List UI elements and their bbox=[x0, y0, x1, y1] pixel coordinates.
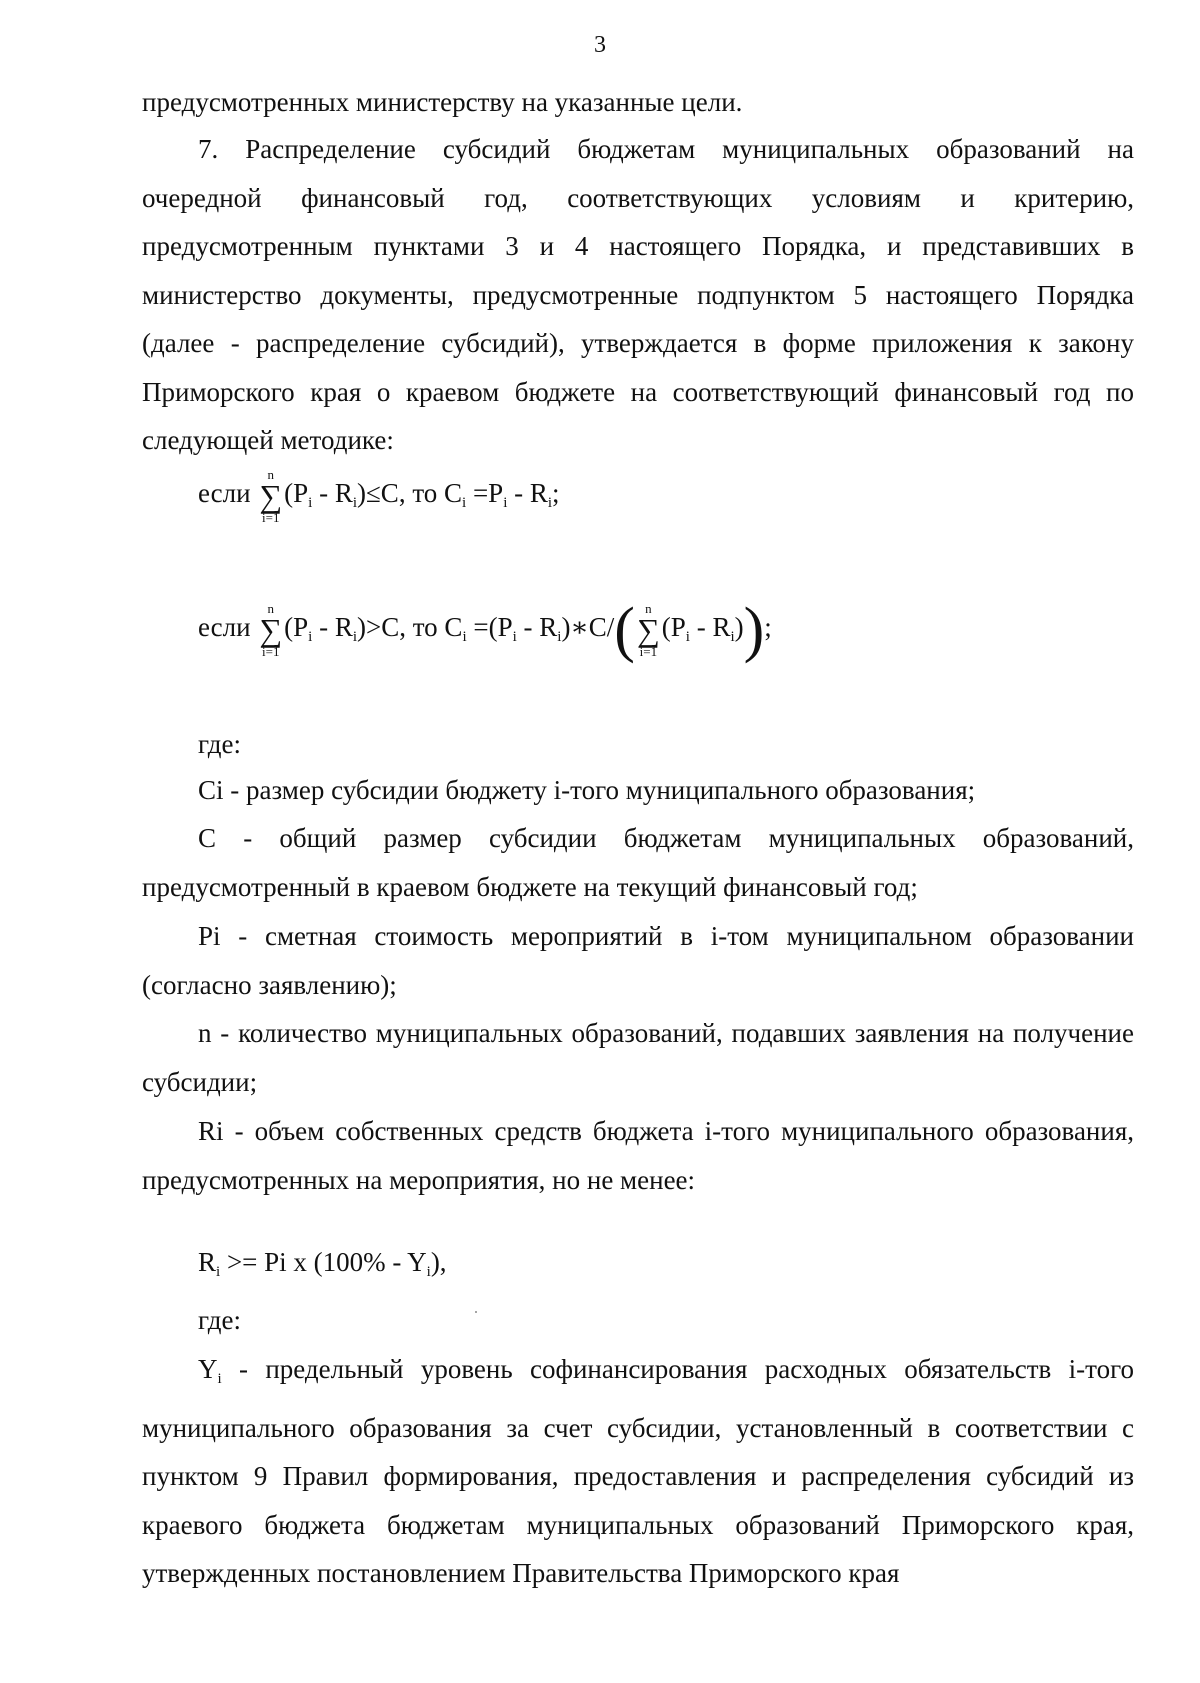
formula-term: ) bbox=[734, 612, 744, 643]
formula-if-word: если bbox=[198, 612, 251, 643]
subscript-i: i bbox=[308, 629, 313, 646]
formula-term: )∗C/ bbox=[561, 612, 615, 643]
formula-if-word: если bbox=[198, 478, 251, 509]
subscript-i: i bbox=[685, 629, 690, 646]
where-label-1: где: bbox=[198, 729, 241, 759]
subscript-i: i bbox=[352, 629, 357, 646]
formula-term: - R bbox=[312, 478, 353, 509]
formula-term: - R bbox=[507, 478, 548, 509]
sum-operator bbox=[259, 468, 282, 524]
scan-speck bbox=[475, 1311, 477, 1313]
subscript-i: i bbox=[462, 629, 467, 646]
sum-lower-limit: i=1 bbox=[262, 510, 280, 525]
definition-ci: Ci - размер субсидии бюджету i-того муниципального образования; bbox=[198, 775, 976, 805]
formula-term: )>C, то C bbox=[357, 612, 463, 643]
formula-term: =P bbox=[466, 478, 504, 509]
subscript-i: i bbox=[462, 495, 467, 512]
sum-lower-limit: i=1 bbox=[639, 644, 658, 659]
sum-operator-inner bbox=[637, 602, 660, 658]
formula-term: )≤C, то C bbox=[357, 478, 463, 509]
paragraph-7: 7. Распределение субсидий бюджетам муниципальных образований на очередной финансовый год, соответствующих условиям и критерию, предусмотренным пунктами 3 и 4 настоящего Порядка, и представивших в министерство документы, предусмотренные подпунктом 5 настоящего Порядка (далее - распределение субсидий), утверждается в форме приложения к закону Приморского края о краевом бюджете на соответствующий финансовый год по следующей методике: bbox=[142, 134, 1134, 455]
subscript-i: i bbox=[730, 629, 735, 646]
subscript-i: i bbox=[547, 495, 553, 512]
formula-term: - R bbox=[312, 612, 353, 643]
subscript-i: i bbox=[352, 495, 357, 512]
big-open-paren: ( bbox=[614, 596, 635, 664]
sigma-symbol: ∑ bbox=[259, 612, 283, 648]
subscript-i: i bbox=[308, 495, 313, 512]
formula-term: ), bbox=[430, 1247, 447, 1277]
formula-ri-minimum bbox=[198, 1245, 447, 1289]
subscript-i: i bbox=[217, 1371, 222, 1387]
definition-yi-text: - предельный уровень софинансирования расходных обязательств i-того муниципального образования за счет субсидии, установленный в соответствии с пунктом 9 Правил формирования, предоставления и распределения субсидий из краевого бюджета бюджетам муниципальных образований Приморского края, утвержденных постановлением Правительства Приморского края bbox=[142, 1354, 1134, 1588]
formula-term: ; bbox=[552, 478, 560, 509]
sum-operator bbox=[259, 602, 282, 658]
subscript-i: i bbox=[512, 629, 517, 646]
formula-term: - R bbox=[689, 612, 731, 643]
subscript-i: i bbox=[503, 495, 508, 512]
formula-term: - R bbox=[516, 612, 558, 643]
formula-term: =(P bbox=[466, 612, 513, 643]
sum-upper-limit: n bbox=[267, 467, 274, 482]
where-label-2: где: bbox=[198, 1305, 241, 1335]
formula-term: ; bbox=[764, 612, 772, 643]
formula-condition-1 bbox=[198, 468, 560, 524]
paragraph-intro: предусмотренных министерству на указанные цели. bbox=[142, 87, 743, 117]
definition-pi: Pi - сметная стоимость мероприятий в i-том муниципальном образовании (согласно заявлению); bbox=[142, 921, 1134, 1000]
sigma-symbol: ∑ bbox=[259, 478, 283, 514]
formula-condition-2 bbox=[198, 596, 772, 664]
subscript-i: i bbox=[557, 629, 562, 646]
definition-ri: Ri - объем собственных средств бюджета i-того муниципального образования, предусмотренных на мероприятия, но не менее: bbox=[142, 1116, 1134, 1195]
definition-yi bbox=[142, 1345, 1134, 1598]
subscript-i: i bbox=[426, 1264, 431, 1280]
sigma-symbol: ∑ bbox=[636, 612, 660, 648]
formula-term: (P bbox=[284, 612, 309, 643]
sum-upper-limit: n bbox=[267, 601, 274, 616]
definition-c: С - общий размер субсидии бюджетам муниципальных образований, предусмотренный в краевом бюджете на текущий финансовый год; bbox=[142, 823, 1134, 902]
definition-n: n - количество муниципальных образований, подавших заявления на получение субсидии; bbox=[142, 1018, 1134, 1097]
formula-term: >= Pi x (100% - Y bbox=[220, 1247, 427, 1277]
subscript-i: i bbox=[216, 1264, 221, 1280]
formula-term: (P bbox=[661, 612, 686, 643]
sum-lower-limit: i=1 bbox=[262, 644, 280, 659]
sum-upper-limit: n bbox=[645, 601, 652, 616]
formula-term: R bbox=[198, 1247, 217, 1277]
big-close-paren: ) bbox=[743, 596, 765, 664]
page-number: 3 bbox=[594, 32, 606, 58]
formula-term: Y bbox=[198, 1354, 218, 1384]
formula-term: (P bbox=[284, 478, 309, 509]
